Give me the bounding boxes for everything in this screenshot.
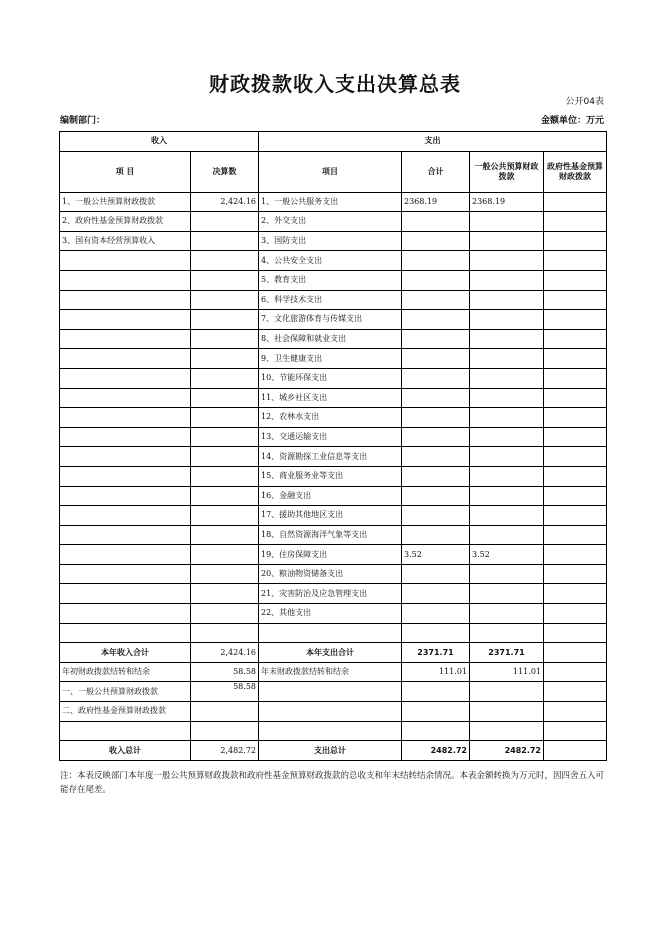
expense-general-cell: 3.52 — [470, 545, 544, 565]
expense-total-cell — [402, 329, 470, 349]
expense-fund-cell — [544, 192, 607, 212]
carry-expense-general: 111.01 — [470, 662, 544, 682]
income-item-cell: 3、国有资本经营预算收入 — [60, 231, 191, 251]
income-amount-cell — [191, 212, 259, 232]
income-item-cell: 2、政府性基金预算财政拨款 — [60, 212, 191, 232]
expense-total-cell — [402, 486, 470, 506]
income-item-cell — [60, 368, 191, 388]
expense-fund-cell — [544, 388, 607, 408]
empty-cell — [544, 682, 607, 702]
table-row — [60, 506, 607, 526]
expense-general-cell — [470, 525, 544, 545]
income-amount-cell — [191, 251, 259, 271]
expense-general-cell: 2368.19 — [470, 192, 544, 212]
year-expense-general: 2371.71 — [470, 643, 544, 663]
expense-general-cell — [470, 329, 544, 349]
year-income-label: 本年收入合计 — [60, 643, 191, 663]
expense-total-cell: 3.52 — [402, 545, 470, 565]
expense-total-cell — [402, 427, 470, 447]
carry-expense-label: 年末财政拨款结转和结余 — [259, 662, 402, 682]
income-item-cell — [60, 408, 191, 428]
year-income-amount: 2,424.16 — [191, 643, 259, 663]
income-amount-cell — [191, 231, 259, 251]
expense-general-cell — [470, 349, 544, 369]
expense-fund-cell — [544, 604, 607, 624]
income-item-cell — [60, 270, 191, 290]
table-row — [60, 349, 607, 369]
expense-fund-cell — [544, 329, 607, 349]
income-item-cell — [60, 251, 191, 271]
carry-expense-total: 111.01 — [402, 662, 470, 682]
department-label: 编制部门： — [60, 116, 106, 126]
expense-total-cell — [402, 525, 470, 545]
expense-item-cell: 19、住房保障支出 — [259, 545, 402, 565]
expense-general-cell — [470, 388, 544, 408]
empty-cell — [402, 721, 470, 741]
expense-fund-cell — [544, 623, 607, 643]
expense-general-cell — [470, 623, 544, 643]
expense-total-cell — [402, 506, 470, 526]
expense-general-cell — [470, 251, 544, 271]
carry-general-amount: 58.58 — [191, 682, 259, 702]
carryover-row — [60, 662, 607, 682]
empty-cell — [60, 721, 191, 741]
income-amount-cell — [191, 584, 259, 604]
expense-item-cell: 11、城乡社区支出 — [259, 388, 402, 408]
expense-fund-cell — [544, 290, 607, 310]
expense-general-cell — [470, 212, 544, 232]
table-row — [60, 604, 607, 624]
expense-item-cell: 16、金融支出 — [259, 486, 402, 506]
expense-fund-cell — [544, 427, 607, 447]
year-expense-total: 2371.71 — [402, 643, 470, 663]
income-amount-cell — [191, 270, 259, 290]
expense-item-cell: 1、一般公共服务支出 — [259, 192, 402, 212]
table-row — [60, 584, 607, 604]
expense-total-cell — [402, 388, 470, 408]
general-budget-header: 一般公共预算财政拨款 — [470, 151, 544, 192]
income-item-cell — [60, 427, 191, 447]
final-amount-header: 决算数 — [191, 151, 259, 192]
empty-cell — [544, 702, 607, 722]
income-amount-cell — [191, 290, 259, 310]
income-item-cell: 1、一般公共预算财政拨款 — [60, 192, 191, 212]
carry-income-amount: 58.58 — [191, 662, 259, 682]
expense-fund-cell — [544, 310, 607, 330]
expense-total-cell — [402, 408, 470, 428]
table-row — [60, 290, 607, 310]
expense-fund-cell — [544, 349, 607, 369]
expense-total-cell — [402, 368, 470, 388]
table-row — [60, 329, 607, 349]
expense-total-cell — [402, 270, 470, 290]
expense-item-cell: 2、外交支出 — [259, 212, 402, 232]
table-row — [60, 447, 607, 467]
expense-total-cell — [402, 564, 470, 584]
income-item-cell — [60, 506, 191, 526]
income-amount-cell — [191, 604, 259, 624]
grand-expense-label: 支出总计 — [259, 741, 402, 761]
table-row — [60, 623, 607, 643]
expense-fund-cell — [544, 270, 607, 290]
expense-item-cell: 4、公共安全支出 — [259, 251, 402, 271]
expense-general-cell — [470, 506, 544, 526]
income-item-cell — [60, 349, 191, 369]
expense-item-cell: 8、社会保障和就业支出 — [259, 329, 402, 349]
expense-header: 支出 — [259, 132, 607, 152]
empty-cell — [470, 702, 544, 722]
unit-label: 金额单位：万元 — [540, 116, 604, 126]
table-row — [60, 525, 607, 545]
expense-total-cell — [402, 604, 470, 624]
grand-income-label: 收入总计 — [60, 741, 191, 761]
expense-general-cell — [470, 368, 544, 388]
expense-total-cell — [402, 447, 470, 467]
expense-fund-cell — [544, 251, 607, 271]
carry-fund-label: 二、政府性基金预算财政拨款 — [60, 702, 191, 722]
carry-general-label: 一、一般公共预算财政拨款 — [60, 682, 191, 702]
expense-total-cell — [402, 212, 470, 232]
expense-item-cell: 3、国防支出 — [259, 231, 402, 251]
expense-item-cell — [259, 623, 402, 643]
table-row — [60, 486, 607, 506]
carry-income-label: 年初财政拨款结转和结余 — [60, 662, 191, 682]
income-amount-cell — [191, 466, 259, 486]
income-item-cell — [60, 525, 191, 545]
empty-cell — [544, 721, 607, 741]
income-item-cell — [60, 310, 191, 330]
income-amount-cell — [191, 623, 259, 643]
expense-item-cell: 17、援助其他地区支出 — [259, 506, 402, 526]
income-amount-cell — [191, 427, 259, 447]
income-item-cell — [60, 486, 191, 506]
table-row — [60, 192, 607, 212]
income-item-cell — [60, 584, 191, 604]
income-amount-cell: 2,424.16 — [191, 192, 259, 212]
income-header: 收入 — [60, 132, 259, 152]
income-item-cell — [60, 623, 191, 643]
expense-total-cell — [402, 310, 470, 330]
table-row — [60, 388, 607, 408]
income-amount-cell — [191, 408, 259, 428]
empty-cell — [470, 682, 544, 702]
expense-item-cell: 13、交通运输支出 — [259, 427, 402, 447]
expense-general-cell — [470, 584, 544, 604]
expense-general-cell — [470, 486, 544, 506]
income-item-cell — [60, 604, 191, 624]
expense-total-cell — [402, 584, 470, 604]
expense-item-cell: 14、资源勘探工业信息等支出 — [259, 447, 402, 467]
year-total-row — [60, 643, 607, 663]
grand-income-amount: 2,482.72 — [191, 741, 259, 761]
expense-general-cell — [470, 604, 544, 624]
expense-total-cell — [402, 466, 470, 486]
income-amount-cell — [191, 486, 259, 506]
empty-cell — [259, 682, 402, 702]
income-item-cell — [60, 388, 191, 408]
empty-cell — [191, 721, 259, 741]
expense-item-cell: 6、科学技术支出 — [259, 290, 402, 310]
expense-fund-cell — [544, 506, 607, 526]
expense-item-cell: 7、文化旅游体育与传媒支出 — [259, 310, 402, 330]
expense-fund-cell — [544, 212, 607, 232]
grand-expense-fund — [544, 741, 607, 761]
table-row — [60, 270, 607, 290]
expense-item-cell: 22、其他支出 — [259, 604, 402, 624]
expense-item-cell: 15、商业服务业等支出 — [259, 466, 402, 486]
expense-fund-cell — [544, 486, 607, 506]
budget-summary-table — [59, 131, 607, 761]
blank-row — [60, 721, 607, 741]
income-amount-cell — [191, 447, 259, 467]
table-row — [60, 212, 607, 232]
income-amount-cell — [191, 545, 259, 565]
empty-cell — [259, 721, 402, 741]
carry-fund-row — [60, 702, 607, 722]
expense-fund-cell — [544, 231, 607, 251]
income-amount-cell — [191, 525, 259, 545]
expense-item-header: 项目 — [259, 151, 402, 192]
empty-cell — [402, 702, 470, 722]
income-amount-cell — [191, 388, 259, 408]
income-amount-cell — [191, 564, 259, 584]
form-number: 公开04表 — [565, 97, 604, 107]
carry-fund-amount — [191, 702, 259, 722]
table-row — [60, 427, 607, 447]
expense-fund-cell — [544, 545, 607, 565]
income-item-cell — [60, 290, 191, 310]
expense-total-cell — [402, 231, 470, 251]
expense-item-cell: 21、灾害防治及应急管理支出 — [259, 584, 402, 604]
income-amount-cell — [191, 310, 259, 330]
expense-general-cell — [470, 231, 544, 251]
carry-expense-fund — [544, 662, 607, 682]
expense-fund-cell — [544, 368, 607, 388]
expense-item-cell: 20、粮油物资储备支出 — [259, 564, 402, 584]
expense-general-cell — [470, 270, 544, 290]
expense-total-cell — [402, 349, 470, 369]
page-title: 财政拨款收入支出决算总表 — [209, 72, 461, 96]
income-item-cell — [60, 447, 191, 467]
empty-cell — [402, 682, 470, 702]
expense-item-cell: 10、节能环保支出 — [259, 368, 402, 388]
expense-item-cell: 9、卫生健康支出 — [259, 349, 402, 369]
empty-cell — [470, 721, 544, 741]
year-expense-label: 本年支出合计 — [259, 643, 402, 663]
expense-total-cell — [402, 623, 470, 643]
income-item-cell — [60, 466, 191, 486]
table-row — [60, 408, 607, 428]
carry-general-row — [60, 682, 607, 702]
table-row — [60, 368, 607, 388]
income-item-cell — [60, 564, 191, 584]
total-header: 合计 — [402, 151, 470, 192]
table-row — [60, 545, 607, 565]
income-item-cell — [60, 329, 191, 349]
expense-general-cell — [470, 408, 544, 428]
income-amount-cell — [191, 329, 259, 349]
expense-total-cell: 2368.19 — [402, 192, 470, 212]
empty-cell — [259, 702, 402, 722]
table-row — [60, 466, 607, 486]
income-amount-cell — [191, 349, 259, 369]
income-item-cell — [60, 545, 191, 565]
expense-fund-cell — [544, 408, 607, 428]
income-amount-cell — [191, 368, 259, 388]
expense-item-cell: 5、教育支出 — [259, 270, 402, 290]
expense-fund-cell — [544, 584, 607, 604]
expense-general-cell — [470, 466, 544, 486]
income-item-header: 项 目 — [60, 151, 191, 192]
income-amount-cell — [191, 506, 259, 526]
footnote: 注：本表反映部门本年度一般公共预算财政拨款和政府性基金预算财政拨款的总收支和年末结转结余情况。本表金额转换为万元时，因四舍五入可能存在尾差。 — [60, 771, 605, 795]
expense-fund-cell — [544, 466, 607, 486]
year-expense-fund — [544, 643, 607, 663]
expense-general-cell — [470, 290, 544, 310]
expense-fund-cell — [544, 564, 607, 584]
expense-item-cell: 18、自然资源海洋气象等支出 — [259, 525, 402, 545]
gov-fund-header: 政府性基金预算财政拨款 — [544, 151, 607, 192]
grand-total-row — [60, 741, 607, 761]
expense-total-cell — [402, 290, 470, 310]
table-row — [60, 231, 607, 251]
expense-general-cell — [470, 447, 544, 467]
expense-fund-cell — [544, 447, 607, 467]
table-row — [60, 564, 607, 584]
table-row — [60, 310, 607, 330]
grand-expense-general: 2482.72 — [470, 741, 544, 761]
expense-item-cell: 12、农林水支出 — [259, 408, 402, 428]
expense-total-cell — [402, 251, 470, 271]
expense-general-cell — [470, 310, 544, 330]
expense-general-cell — [470, 427, 544, 447]
expense-general-cell — [470, 564, 544, 584]
expense-fund-cell — [544, 525, 607, 545]
grand-expense-total: 2482.72 — [402, 741, 470, 761]
table-row — [60, 251, 607, 271]
